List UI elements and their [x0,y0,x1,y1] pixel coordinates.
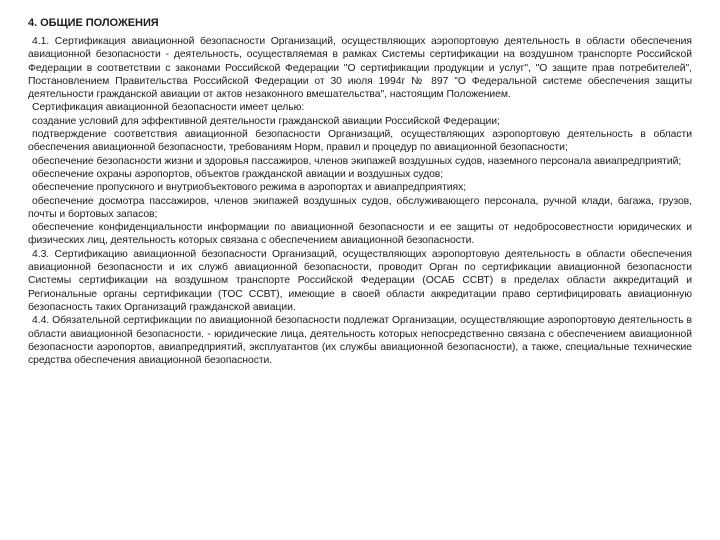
paragraph-purpose-item: обеспечение досмотра пассажиров, членов экипажей воздушных судов, обслуживающего персонала, ручной клади, багажа, грузов, почты и бортовых запасов; [28,195,692,220]
paragraph-purpose-item: подтверждение соответствия авиационной безопасности Организаций, осуществляющих аэропортовую деятельность в области обеспечения авиационной безопасности, требованиям Норм, правил и процедур по авиационной безопасности; [28,129,692,154]
paragraph-purpose-intro: Сертификация авиационной безопасности имеет целью: [32,102,305,114]
paragraph-purpose-item: обеспечение безопасности жизни и здоровья пассажиров, членов экипажей воздушных судов, наземного персонала авиапредприятий; [32,155,682,167]
paragraph-purpose-item: обеспечение охраны аэропортов, объектов гражданской авиации и воздушных судов; [32,168,444,180]
paragraph-4-4: 4.4. Обязательной сертификации по авиационной безопасности подлежат Организации, осуществляющие аэропортовую деятельность в области авиационной безопасности. - юридические лица, деятельность которых непосредственно связана с обеспечением авиационной безопасности аэропортов, авиапредприятий, эксплуатантов (их службы авиационной безопасности), а также, специальные технические средства обеспечения авиационной безопасности. [28,315,692,367]
paragraph-4-1: 4.1. Сертификация авиационной безопасности Организаций, осуществляющих аэропортовую деятельность в области обеспечения авиационной безопасности - деятельность, осуществляемая в рамках Системы сертификации на воздушном транспорте Российской Федерации в соответствии с законами Российской Федерации "О сертификации продукции и услуг", "О защите прав потребителей", Постановлением Правительства Российской Федерации от 30 июля 1994г № 897 "О Федеральной системе обеспечения защиты деятельности гражданской авиации от актов незаконного вмешательства", настоящим Положением. [28,36,692,101]
paragraph-4-3: 4.3. Сертификацию авиационной безопасности Организаций, осуществляющих аэропортовую деятельность в области обеспечения авиационной безопасности и их служб авиационной безопасности, проводит Орган по сертификации авиационной безопасности Системы сертификации на воздушном транспорте Российской Федерации (ОСАБ ССВТ) в пределах области аккредитаций и Региональные органы сертификации (ТОС ССВТ), имеющие в своей области аккредитации право сертифицировать авиационную безопасность таких Организаций гражданской авиации. [28,248,692,313]
section-heading: 4. ОБЩИЕ ПОЛОЖЕНИЯ [28,17,159,29]
paragraph-purpose-item: обеспечение конфиденциальности информации по авиационной безопасности и ее защиты от недобросовестности юридических и физических лиц, деятельность которых связана с обеспечением авиационной безопасности. [28,222,692,247]
document-page [28,16,692,367]
paragraph-purpose-item: обеспечение пропускного и внутриобъектового режима в аэропортах и авиапредприятиях; [32,182,467,194]
paragraph-purpose-item: создание условий для эффективной деятельности гражданской авиации Российской Федерации; [32,115,500,127]
